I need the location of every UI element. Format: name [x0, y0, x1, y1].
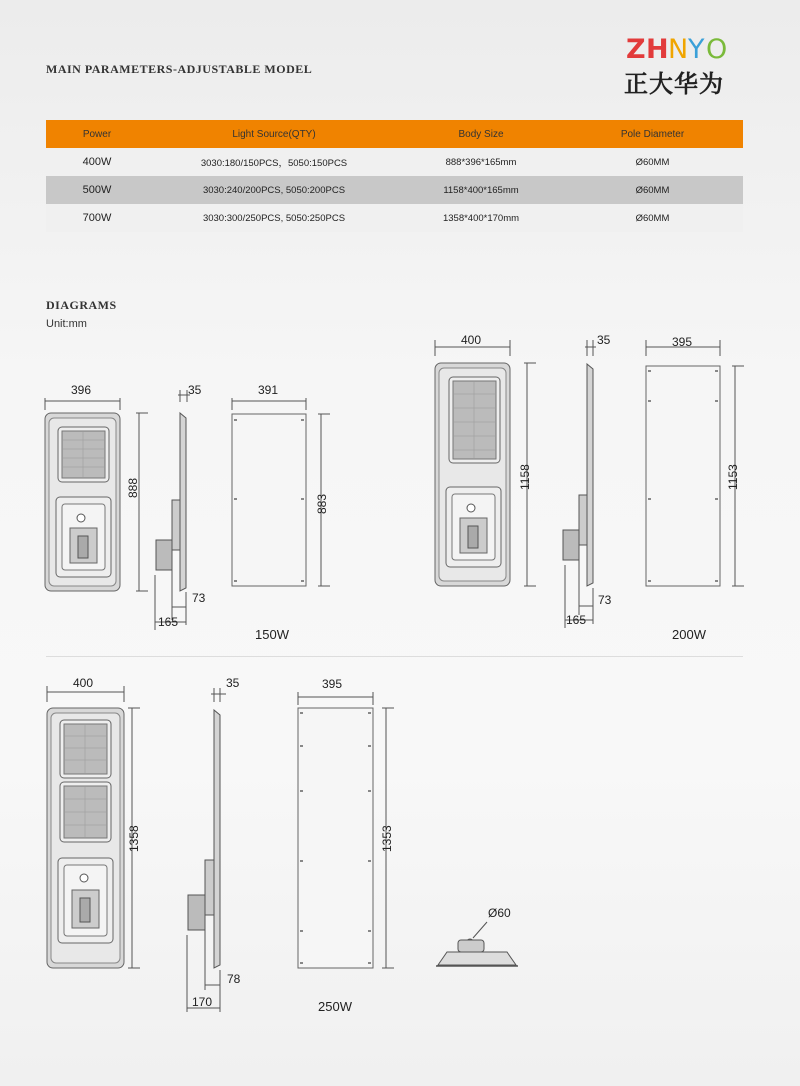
dim-250w-back-height: 1353: [380, 825, 394, 852]
svg-text:Y: Y: [688, 34, 705, 62]
cell-pole-diameter: Ø60MM: [562, 176, 743, 204]
svg-text:H: H: [646, 34, 669, 62]
dim-250w-side-2: 170: [192, 995, 213, 1009]
cell-pole-diameter: Ø60MM: [562, 148, 743, 176]
svg-text:N: N: [668, 34, 689, 62]
dim-150w-back-width: 391: [258, 383, 279, 397]
logo-cjk-text: 正大华为: [624, 70, 724, 98]
dim-200w-front-width: 400: [461, 333, 482, 347]
header-light-source: Light Source(QTY): [148, 120, 400, 148]
side-view: [187, 688, 226, 1012]
dim-200w-side-2: 165: [566, 613, 587, 627]
dim-150w-front-width: 396: [71, 383, 92, 397]
dim-150w-back-height: 883: [315, 493, 329, 514]
dim-200w-front-height: 1158: [518, 464, 532, 490]
dim-250w-pole-diameter: Ø60: [488, 906, 511, 920]
pole-mount-view: [436, 922, 518, 966]
dim-200w-back-width: 395: [672, 335, 693, 349]
model-label-200w: 200W: [672, 627, 706, 642]
model-label-250w: 250W: [318, 999, 352, 1014]
svg-text:O: O: [706, 34, 728, 62]
cell-light-source: 3030:180/150PCS，5050:150PCS: [148, 148, 400, 176]
dim-250w-front-width: 400: [73, 676, 94, 690]
dim-150w-side-1: 73: [192, 591, 206, 605]
dim-200w-side-1: 73: [598, 593, 612, 607]
dim-200w-back-height: 1153: [726, 464, 740, 490]
header-power: Power: [46, 120, 148, 148]
cell-body-size: 888*396*165mm: [400, 148, 562, 176]
cell-body-size: 1158*400*165mm: [400, 176, 562, 204]
cell-body-size: 1358*400*170mm: [400, 204, 562, 232]
cell-power: 400W: [46, 148, 148, 176]
svg-text:Z: Z: [626, 34, 646, 62]
cell-pole-diameter: Ø60MM: [562, 204, 743, 232]
diagrams-title: DIAGRAMS: [46, 298, 117, 312]
unit-label: Unit:mm: [46, 318, 87, 330]
dim-150w-side-2: 165: [158, 615, 179, 629]
cell-power: 700W: [46, 204, 148, 232]
cell-power: 500W: [46, 176, 148, 204]
params-title: MAIN PARAMETERS-ADJUSTABLE MODEL: [46, 62, 313, 76]
dim-200w-thickness: 35: [597, 333, 611, 347]
header-body-size: Body Size: [400, 120, 562, 148]
dim-150w-front-height: 888: [126, 477, 140, 498]
cell-light-source: 3030:300/250PCS, 5050:250PCS: [148, 204, 400, 232]
header-pole-diameter: Pole Diameter: [562, 120, 743, 148]
dim-250w-thickness: 35: [226, 676, 240, 690]
dim-250w-back-width: 395: [322, 677, 343, 691]
cell-light-source: 3030:240/200PCS, 5050:200PCS: [148, 176, 400, 204]
dim-250w-side-1: 78: [227, 972, 241, 986]
dim-250w-front-height: 1358: [127, 825, 141, 852]
dim-150w-thickness: 35: [188, 383, 202, 397]
model-label-150w: 150W: [255, 627, 289, 642]
